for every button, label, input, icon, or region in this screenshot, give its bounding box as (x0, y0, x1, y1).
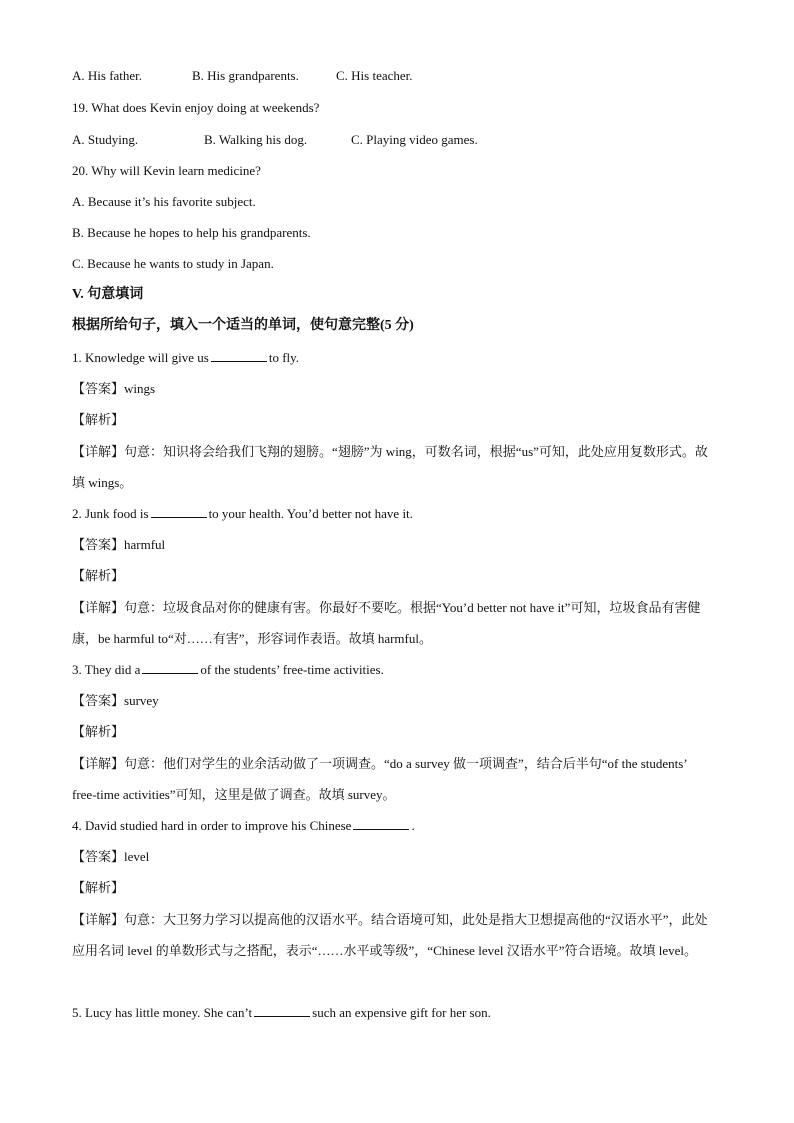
answer-label: 【答案】 (72, 693, 125, 708)
analysis-4: 【解析】 (72, 880, 125, 895)
option-c: C. Playing video games. (351, 132, 478, 147)
q20-option-c: C. Because he wants to study in Japan. (72, 256, 274, 271)
analysis-1: 【解析】 (72, 412, 125, 427)
answer-blank (353, 818, 409, 830)
question-text: 2. Junk food is (72, 506, 149, 521)
question-4 (72, 818, 415, 834)
answer-blank (211, 350, 267, 362)
analysis-3: 【解析】 (72, 724, 125, 739)
option-a: A. Studying. (72, 132, 139, 147)
answer-value: wings (124, 381, 156, 396)
option-c: C. His teacher. (336, 68, 413, 83)
question-text: 4. David studied hard in order to improve his Chinese (72, 818, 352, 833)
detail-label: 【详解】 (72, 912, 125, 927)
detail-4 (72, 904, 712, 966)
answer-blank (151, 506, 207, 518)
detail-text: 句意：大卫努力学习以提高他的汉语水平。结合语境可知，此处是指大卫想提高他的“汉语水平”，此处应用名词 level 的单数形式与之搭配，表示“……水平或等级”，“Chinese level 汉语水平”符合语境。故填 level。 (72, 912, 708, 958)
answer-1 (72, 381, 155, 397)
q20-text: 20. Why will Kevin learn medicine? (72, 163, 261, 178)
answer-3 (72, 693, 159, 709)
question-text: such an expensive gift for her son. (312, 1005, 491, 1020)
question-text: 1. Knowledge will give us (72, 350, 209, 365)
question-text: to your health. You’d better not have it. (208, 506, 413, 521)
question-5 (72, 1005, 491, 1021)
section-title: V. 句意填词 (72, 287, 144, 302)
option-b: B. Walking his dog. (204, 132, 308, 147)
detail-label: 【详解】 (72, 600, 125, 615)
q19-options (72, 132, 478, 148)
detail-1 (72, 436, 712, 498)
answer-value: survey (124, 693, 159, 708)
option-a: A. His father. (72, 68, 143, 83)
answer-value: level (124, 849, 150, 864)
q18-options (72, 68, 413, 84)
detail-label: 【详解】 (72, 756, 125, 771)
answer-2 (72, 537, 165, 553)
detail-2 (72, 592, 712, 654)
detail-3 (72, 748, 712, 810)
answer-value: harmful (124, 537, 166, 552)
question-3 (72, 662, 384, 678)
answer-label: 【答案】 (72, 849, 125, 864)
answer-blank (142, 662, 198, 674)
q20-option-a: A. Because it’s his favorite subject. (72, 194, 256, 209)
detail-text: 句意：他们对学生的业余活动做了一项调查。“do a survey 做一项调查”，结合后半句“of the students’ free-time activities”可知，这里是做了调查。故填 survey。 (72, 756, 687, 802)
answer-label: 【答案】 (72, 537, 125, 552)
question-1 (72, 350, 299, 366)
question-text: of the students’ free-time activities. (200, 662, 384, 677)
question-text: . (411, 818, 415, 833)
answer-4 (72, 849, 149, 865)
question-2 (72, 506, 413, 522)
answer-label: 【答案】 (72, 381, 125, 396)
section-instruction: 根据所给句子，填入一个适当的单词，使句意完整(5 分) (72, 318, 414, 333)
detail-text: 句意：知识将会给我们飞翔的翅膀。“翅膀”为 wing，可数名词，根据“us”可知，此处应用复数形式。故填 wings。 (72, 444, 708, 490)
detail-text: 句意：垃圾食品对你的健康有害。你最好不要吃。根据“You’d better not have it”可知，垃圾食品有害健康，be harmful to“对……有害”，形容词作表语。故填 harmful。 (72, 600, 701, 646)
q20-option-b: B. Because he hopes to help his grandparents. (72, 225, 311, 240)
question-text: 3. They did a (72, 662, 141, 677)
detail-label: 【详解】 (72, 444, 125, 459)
option-b: B. His grandparents. (192, 68, 299, 83)
question-text: 5. Lucy has little money. She can’t (72, 1005, 253, 1020)
q19-text: 19. What does Kevin enjoy doing at weekends? (72, 100, 320, 115)
question-text: to fly. (268, 350, 300, 365)
analysis-2: 【解析】 (72, 568, 125, 583)
answer-blank (254, 1005, 310, 1017)
